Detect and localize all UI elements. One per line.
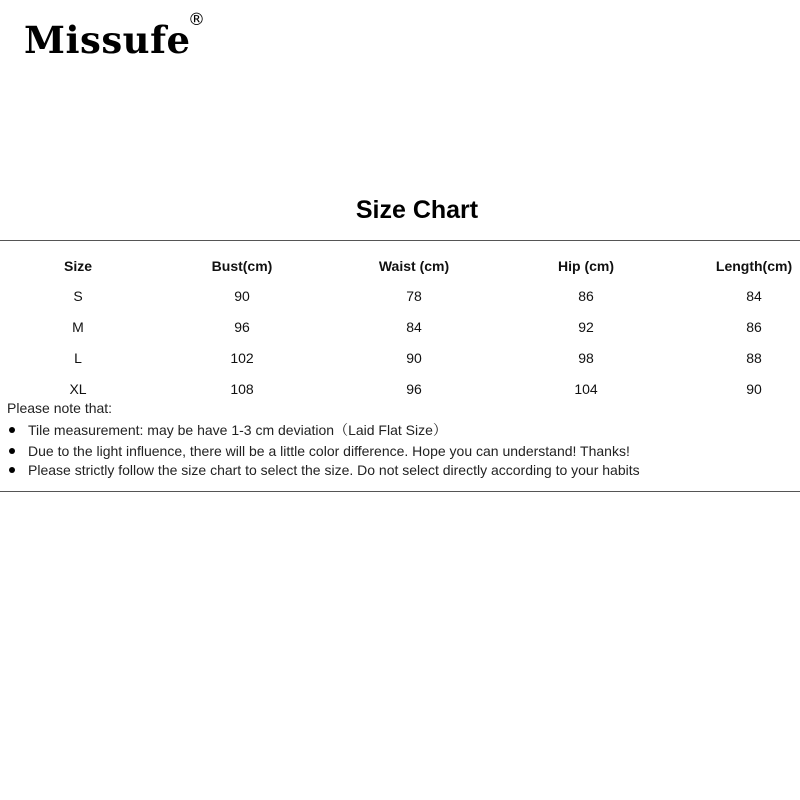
notes-intro: Please note that: <box>7 400 113 416</box>
header-cell-size: Size <box>63 258 92 274</box>
bullet-icon <box>9 427 15 433</box>
size-table <box>0 252 800 406</box>
table-cell: M <box>72 319 84 335</box>
notes-section <box>7 399 640 480</box>
brand-logo: Missufe <box>24 18 191 62</box>
table-cell: 108 <box>230 381 254 397</box>
table-cell: 96 <box>234 319 250 335</box>
table-row <box>0 313 800 344</box>
table-cell: 90 <box>406 350 422 366</box>
table-cell: 104 <box>574 381 598 397</box>
table-cell: S <box>73 288 83 304</box>
table-cell: 90 <box>234 288 250 304</box>
table-cell: 78 <box>406 288 422 304</box>
table-row <box>0 344 800 375</box>
list-item <box>7 461 640 480</box>
table-row <box>0 282 800 313</box>
table-cell: 90 <box>746 381 762 397</box>
header-cell-hip: Hip (cm) <box>558 258 614 274</box>
list-item <box>7 421 640 442</box>
table-cell: 86 <box>746 319 762 335</box>
table-cell: 88 <box>746 350 762 366</box>
header-cell-waist: Waist (cm) <box>378 258 450 274</box>
table-cell: 96 <box>406 381 422 397</box>
list-item <box>7 442 640 461</box>
page-title: Size Chart <box>355 196 479 224</box>
header-cell-length: Length(cm) <box>715 258 793 274</box>
bullet-icon <box>9 448 15 454</box>
table-cell: 86 <box>578 288 594 304</box>
note-text: Due to the light influence, there will be a little color difference. Hope you can understand! Thanks! <box>28 443 630 459</box>
table-cell: 98 <box>578 350 594 366</box>
table-header-row <box>0 252 800 282</box>
registered-trademark-mark: ® <box>188 10 205 30</box>
top-divider <box>0 240 800 241</box>
bullet-icon <box>9 467 15 473</box>
bottom-divider <box>0 491 800 492</box>
header-cell-bust: Bust(cm) <box>211 258 273 274</box>
table-cell: 84 <box>406 319 422 335</box>
note-text: Please strictly follow the size chart to select the size. Do not select directly according to your habits <box>28 462 640 478</box>
table-cell: 102 <box>230 350 254 366</box>
table-cell: 84 <box>746 288 762 304</box>
table-cell: L <box>74 350 82 366</box>
note-text: Tile measurement: may be have 1-3 cm deviation（Laid Flat Size） <box>28 422 447 438</box>
table-cell: XL <box>69 381 87 397</box>
table-cell: 92 <box>578 319 594 335</box>
